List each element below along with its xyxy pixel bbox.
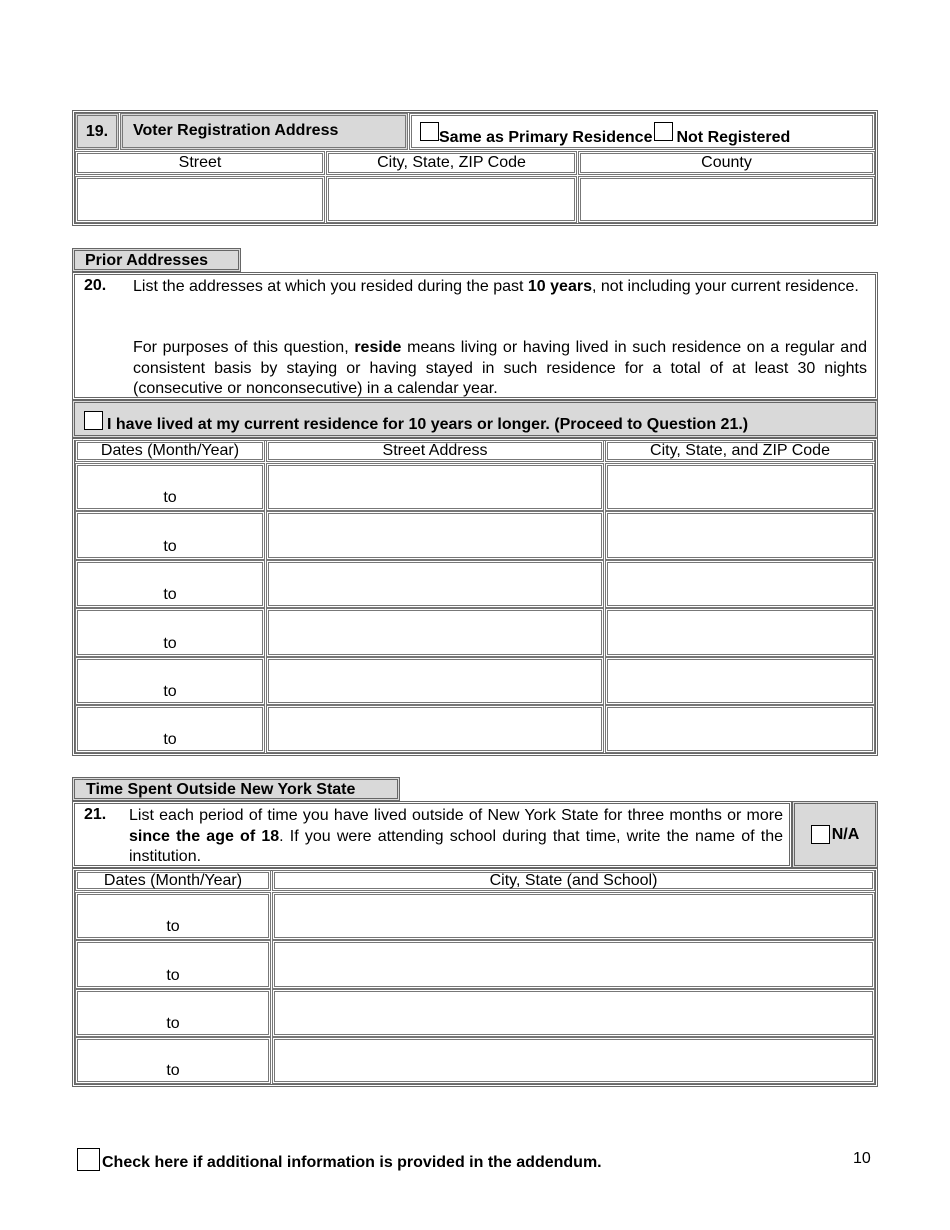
- q20-dates-input[interactable]: to: [75, 463, 265, 511]
- q20-street-input[interactable]: [266, 511, 604, 560]
- q21-question: [72, 801, 792, 868]
- prior-section-title: Prior Addresses: [72, 248, 241, 272]
- q20-city-input[interactable]: [605, 560, 875, 608]
- q20-number: 20.: [84, 277, 107, 294]
- na-checkbox[interactable]: [811, 825, 830, 844]
- q19-title: Voter Registration Address: [120, 113, 408, 150]
- q20-street-input[interactable]: [266, 705, 604, 753]
- q20-dates-input[interactable]: to: [75, 608, 265, 657]
- q20-street-input[interactable]: [266, 463, 604, 511]
- q20-city-input[interactable]: [605, 608, 875, 657]
- q19-county-input[interactable]: [578, 176, 875, 223]
- q19-header-city: City, State, ZIP Code: [326, 151, 577, 175]
- q21-dates-input[interactable]: to: [75, 1037, 271, 1084]
- addendum-row: [77, 1148, 602, 1172]
- q21-city-input[interactable]: [272, 940, 875, 989]
- q20-long-residence-row: [72, 400, 878, 438]
- q20-city-input[interactable]: [605, 511, 875, 560]
- addendum-label: Check here if additional information is provided in the addendum.: [102, 1154, 602, 1171]
- q20-header-dates: Dates (Month/Year): [75, 440, 265, 462]
- q21-dates-input[interactable]: to: [75, 940, 271, 989]
- q21-city-input[interactable]: [272, 892, 875, 940]
- q20-dates-input[interactable]: to: [75, 511, 265, 560]
- q21-city-input[interactable]: [272, 989, 875, 1037]
- q21-header-city: City, State (and School): [272, 870, 875, 891]
- q20-dates-input[interactable]: to: [75, 705, 265, 753]
- na-label: N/A: [831, 825, 860, 843]
- q20-city-input[interactable]: [605, 657, 875, 705]
- q20-paragraph-1: List the addresses at which you resided during the past 10 years, not including your current residence.: [133, 278, 859, 295]
- addendum-checkbox[interactable]: [77, 1148, 100, 1171]
- q20-dates-input[interactable]: to: [75, 657, 265, 705]
- q21-city-input[interactable]: [272, 1037, 875, 1084]
- q20-dates-input[interactable]: to: [75, 560, 265, 608]
- q20-question: [72, 272, 878, 400]
- page-number: 10: [853, 1150, 871, 1167]
- q19-header-street: Street: [75, 151, 325, 175]
- q21-header-dates: Dates (Month/Year): [75, 870, 271, 891]
- not-registered-checkbox[interactable]: [654, 122, 673, 141]
- q20-city-input[interactable]: [605, 705, 875, 753]
- same-as-primary-label: Same as Primary Residence: [439, 129, 653, 146]
- long-residence-label: I have lived at my current residence for 10 years or longer. (Proceed to Question 21.): [107, 416, 749, 433]
- q21-number: 21.: [84, 806, 107, 823]
- long-residence-checkbox[interactable]: [84, 411, 103, 430]
- q20-street-input[interactable]: [266, 657, 604, 705]
- q19-options: [409, 113, 875, 150]
- q20-header-city: City, State, and ZIP Code: [605, 440, 875, 462]
- q19-number: 19.: [75, 113, 119, 150]
- q21-paragraph: List each period of time you have lived outside of New York State for three months or more since the age of 18. If you were attending school during that time, write the name of the institution.: [129, 807, 784, 865]
- q20-street-input[interactable]: [266, 560, 604, 608]
- q19-city-input[interactable]: [326, 176, 577, 223]
- q19-header-county: County: [578, 151, 875, 175]
- same-as-primary-checkbox[interactable]: [420, 122, 439, 141]
- q20-city-input[interactable]: [605, 463, 875, 511]
- q21-dates-input[interactable]: to: [75, 989, 271, 1037]
- q21-na-cell: [792, 801, 878, 868]
- outside-section-title: Time Spent Outside New York State: [72, 777, 400, 801]
- q21-dates-input[interactable]: to: [75, 892, 271, 940]
- q20-street-input[interactable]: [266, 608, 604, 657]
- q19-street-input[interactable]: [75, 176, 325, 223]
- q20-header-street: Street Address: [266, 440, 604, 462]
- q20-paragraph-2: For purposes of this question, reside means living or having lived in such residence on a regular and consistent basis by staying or having stayed in such residence for a total of at least 30 nights (consecutive or nonconsecutive) in a calendar year.: [133, 339, 867, 397]
- not-registered-label: Not Registered: [676, 129, 791, 146]
